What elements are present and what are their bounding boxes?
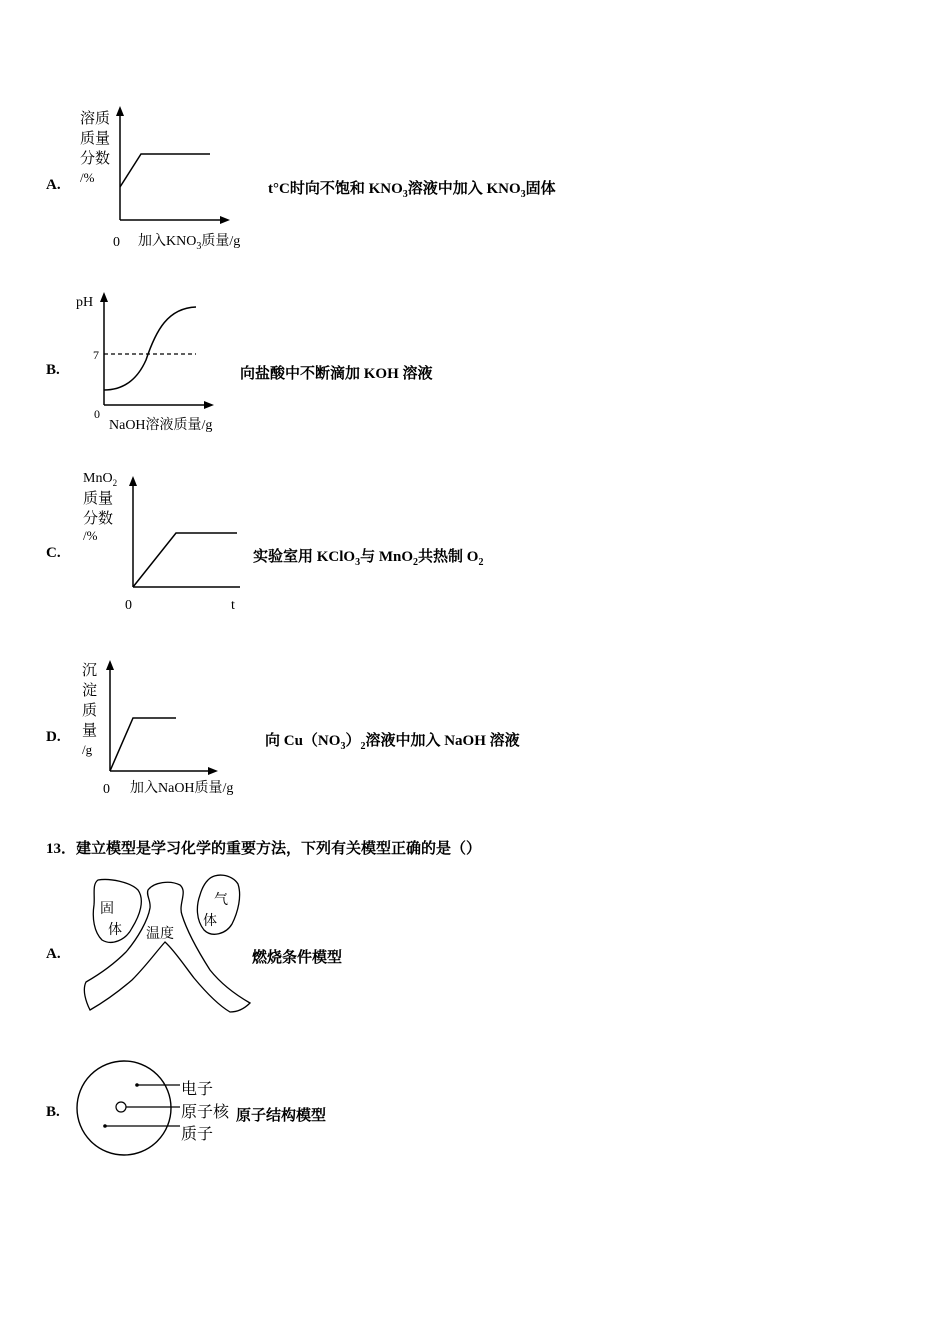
graph-a-y-label-3: 分数 — [80, 149, 111, 167]
graph-d-y-label-5: /g — [82, 742, 93, 757]
option-c-desc-pre: 实验室用 KClO — [253, 549, 356, 565]
right-blob-char-2: 体 — [203, 913, 217, 929]
option-a-desc-main2: 溶液中加入 KNO — [407, 181, 521, 197]
graph-a-x-label-sub: 3 — [196, 240, 202, 252]
option-c-desc-sub1: 3 — [355, 557, 361, 568]
option-c-label: C. — [46, 545, 61, 561]
graph-c-y-label-mno: MnO — [83, 471, 113, 486]
option-b-label: B. — [46, 362, 60, 378]
graph-c-y-label-1: 质量 — [83, 488, 114, 507]
q13-option-b-description: 原子结构模型 — [236, 1108, 327, 1124]
option-a-label: A. — [46, 177, 61, 193]
q13-option-a-description: 燃烧条件模型 — [252, 950, 343, 966]
graph-a-x-label-pre: 加入KNO — [138, 234, 197, 249]
graph-c-origin: 0 — [125, 598, 132, 613]
option-a-desc-sub: 3 — [402, 189, 408, 200]
graph-a-x-label-post: 质量/g — [201, 234, 241, 249]
q13-option-a-label: A. — [46, 946, 61, 962]
option-b-description: 向盐酸中不断滴加 KOH 溶液 — [240, 366, 433, 382]
graph-c-y-label-mno-sub: 2 — [112, 477, 118, 488]
option-c-desc-sub2: 2 — [413, 557, 419, 568]
option-d-desc-sub1: 3 — [340, 741, 346, 752]
option-d-desc-post: 溶液中加入 NaOH 溶液 — [365, 733, 520, 749]
graph-d-y-label-2: 淀 — [82, 681, 98, 699]
question-13-stem: 13．建立模型是学习化学的重要方法，下列有关模型正确的是（） — [46, 841, 482, 857]
atom-label-electron: 电子 — [181, 1079, 214, 1098]
graph-c-y-label-2: 分数 — [83, 508, 114, 527]
atom-label-proton: 质子 — [181, 1124, 214, 1143]
option-a-desc-end: 固体 — [525, 181, 556, 197]
graph-c-x-label: t — [231, 598, 235, 613]
graph-b-x-label: NaOH溶液质量/g — [109, 418, 213, 433]
option-c-desc-mid: 与 MnO — [360, 549, 414, 565]
option-d-desc-sub2: 2 — [360, 741, 366, 752]
graph-d-y-label-4: 量 — [82, 721, 98, 739]
graph-a-y-label-4: /% — [80, 170, 95, 185]
graph-d-x-label: 加入NaOH质量/g — [130, 781, 234, 796]
graph-a-y-label-2: 质量 — [80, 129, 111, 147]
option-a-desc-main: t°C时向不饱和 KNO — [268, 181, 403, 197]
graph-b-ref-tick: 7 — [93, 348, 99, 362]
option-d-desc-mid: ） — [345, 733, 361, 749]
option-c-desc-mid2: 共热制 O — [418, 549, 479, 565]
right-blob-char-1: 气 — [214, 892, 228, 908]
graph-a-y-label-1: 溶质 — [80, 109, 111, 127]
graph-b-origin: 0 — [94, 407, 100, 421]
left-blob-char-1: 固 — [100, 901, 114, 917]
graph-a-origin: 0 — [113, 235, 120, 250]
atom-label-nucleus: 原子核 — [181, 1102, 230, 1121]
option-d-desc-pre: 向 Cu（NO — [265, 733, 341, 749]
graph-d-origin: 0 — [103, 782, 110, 797]
option-c-desc-sub3: 2 — [478, 557, 484, 568]
left-blob-char-2: 体 — [108, 922, 122, 938]
center-label: 温度 — [146, 926, 174, 942]
option-a-desc-sub2: 3 — [520, 189, 526, 200]
q13-option-b-label: B. — [46, 1104, 60, 1120]
option-d-label: D. — [46, 729, 61, 745]
graph-b-y-label: pH — [76, 295, 94, 310]
graph-d-y-label-3: 质 — [82, 701, 98, 719]
graph-d-y-label-1: 沉 — [82, 661, 98, 679]
graph-c-y-label-3: /% — [83, 527, 98, 543]
